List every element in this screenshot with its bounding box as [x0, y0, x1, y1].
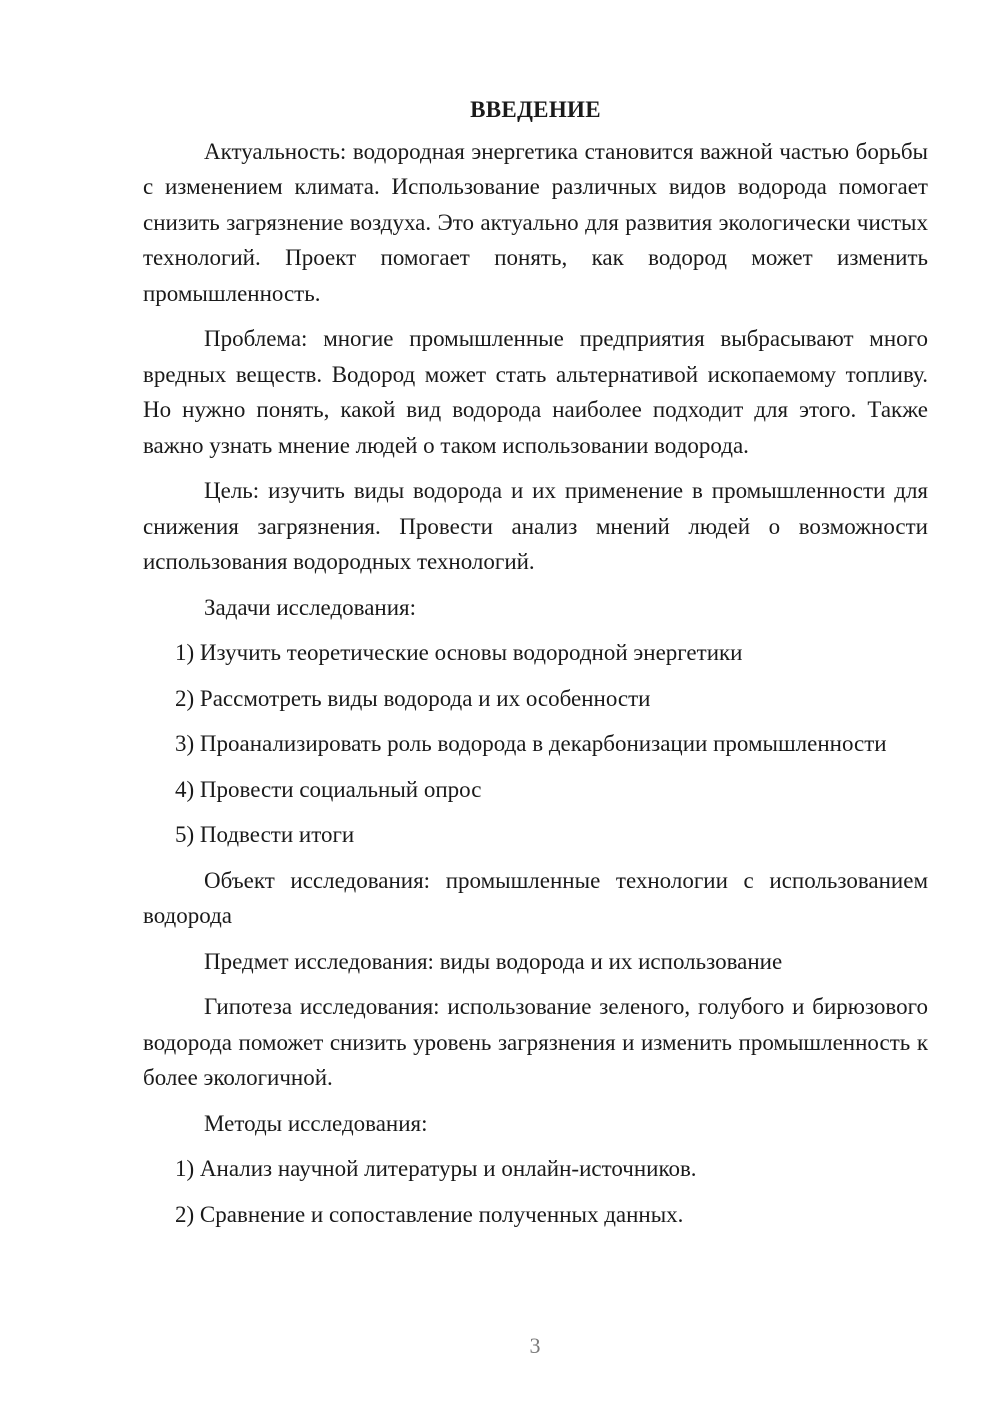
document-body: [143, 92, 928, 1242]
page-number: 3: [529, 1333, 541, 1358]
object-paragraph: Объект исследования: промышленные технологии с использованием водорода: [143, 867, 928, 928]
task-item-2: 2) Рассмотреть виды водорода и их особенности: [175, 685, 651, 711]
task-item-3: 3) Проанализировать роль водорода в декарбонизации промышленности: [175, 731, 887, 756]
page-title: ВВЕДЕНИЕ: [470, 97, 601, 122]
hypothesis-paragraph: Гипотеза исследования: использование зеленого, голубого и бирюзового водорода поможет снизить уровень загрязнения и изменить промышленность к более экологичной.: [143, 994, 928, 1090]
problem-paragraph: Проблема: многие промышленные предприятия выбрасывают много вредных веществ. Водород может стать альтернативой ископаемому топливу. Но нужно понять, какой вид водорода наиболее подходит для этого. Также важно узнать мнение людей о таком использовании водорода.: [143, 326, 928, 458]
method-item-2: 2) Сравнение и сопоставление полученных данных.: [175, 1201, 684, 1227]
goal-paragraph: Цель: изучить виды водорода и их применение в промышленности для снижения загрязнения. Провести анализ мнений людей о возможности использования водородных технологий.: [143, 478, 928, 574]
task-item-4: 4) Провести социальный опрос: [175, 776, 482, 802]
methods-heading: Методы исследования:: [204, 1110, 428, 1136]
task-item-5: 5) Подвести итоги: [175, 822, 355, 847]
relevance-paragraph: Актуальность: водородная энергетика становится важной частью борьбы с изменением климата. Использование различных видов водорода помогает снизить загрязнение воздуха. Это актуально для развития экологически чистых технологий. Проект помогает понять, как водород может изменить промышленность.: [143, 138, 928, 306]
method-item-1: 1) Анализ научной литературы и онлайн-источников.: [175, 1156, 697, 1181]
tasks-heading: Задачи исследования:: [204, 594, 417, 620]
task-item-1: 1) Изучить теоретические основы водородной энергетики: [175, 640, 743, 665]
subject-paragraph: Предмет исследования: виды водорода и их использование: [204, 948, 783, 974]
